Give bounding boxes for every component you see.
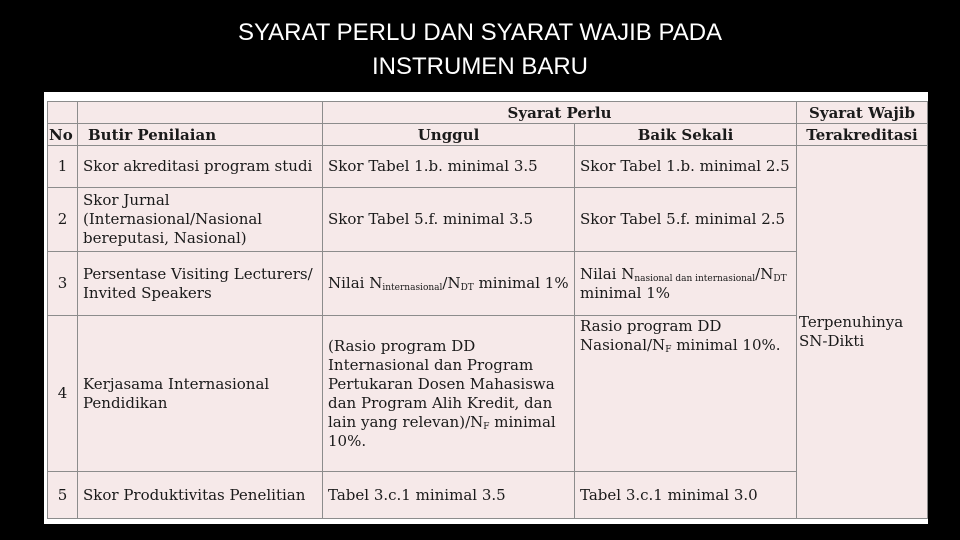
table-row [48, 316, 928, 472]
header-row-1 [48, 102, 928, 124]
slide-title-line-2: INSTRUMEN BARU [371, 53, 588, 80]
table-frame [44, 92, 928, 524]
header-terakreditasi: Terakreditasi [797, 124, 928, 146]
baik-sekali-prefix: Rasio program DD Nasional/N [580, 317, 722, 354]
table-row [48, 472, 928, 519]
syarat-wajib-cell: Terpenuhinya SN-Dikti [797, 146, 928, 519]
header-butir-penilaian: Butir Penilaian [78, 124, 323, 146]
unggul-suffix: minimal 10%. [328, 412, 556, 450]
unggul-cell: Skor Tabel 1.b. minimal 3.5 [323, 146, 575, 188]
baik-sekali-cell [575, 316, 797, 472]
baik-sekali-cell: Skor Tabel 1.b. minimal 2.5 [575, 146, 797, 188]
baik-sekali-subscript: F [665, 345, 672, 355]
baik-sekali-cell [575, 252, 797, 316]
row-number: 3 [48, 252, 78, 316]
header-syarat-perlu: Syarat Perlu [323, 102, 797, 124]
butir-cell: Skor Produktivitas Penelitian [78, 472, 323, 519]
baik-sekali-cell: Skor Tabel 5.f. minimal 2.5 [575, 188, 797, 252]
table-row [48, 146, 928, 188]
unggul-subscript-1: internasional [382, 283, 443, 293]
unggul-cell: Tabel 3.c.1 minimal 3.5 [323, 472, 575, 519]
unggul-prefix: Nilai N [328, 274, 383, 292]
baik-sekali-subscript-2: DT [773, 273, 787, 284]
butir-cell: Skor akreditasi program studi [78, 146, 323, 188]
baik-sekali-suffix: minimal 10%. [671, 336, 781, 354]
header-row-2 [48, 124, 928, 146]
baik-sekali-mid: /N [755, 264, 774, 283]
unggul-cell: Skor Tabel 5.f. minimal 3.5 [323, 188, 575, 252]
header-no: No [48, 124, 78, 146]
unggul-subscript-2: DT [460, 283, 474, 293]
criteria-table [47, 101, 928, 519]
row-number: 1 [48, 146, 78, 188]
butir-cell: Kerjasama Internasional Pendidikan [78, 316, 323, 472]
unggul-suffix: minimal 1% [473, 274, 569, 292]
unggul-cell [323, 316, 575, 472]
slide-title [0, 16, 960, 84]
unggul-prefix: (Rasio program DD Internasional dan Program Pertukaran Dosen Mahasiswa dan Program Alih Kredit, dan lain yang relevan)/N [328, 336, 555, 431]
row-number: 2 [48, 188, 78, 252]
baik-sekali-suffix: minimal 1% [580, 283, 671, 302]
slide-title-line-1: SYARAT PERLU DAN SYARAT WAJIB PADA [237, 19, 723, 46]
baik-sekali-prefix: Nilai N [580, 264, 635, 283]
header-baik-sekali: Baik Sekali [575, 124, 797, 146]
header-unggul: Unggul [323, 124, 575, 146]
table-row [48, 252, 928, 316]
header-empty-butir [78, 102, 323, 124]
unggul-cell [323, 252, 575, 316]
baik-sekali-cell: Tabel 3.c.1 minimal 3.0 [575, 472, 797, 519]
table-row [48, 188, 928, 252]
header-empty-no [48, 102, 78, 124]
unggul-mid: /N [442, 274, 461, 292]
baik-sekali-subscript-1: nasional dan internasional [634, 273, 756, 284]
butir-cell: Persentase Visiting Lecturers/ Invited Speakers [78, 252, 323, 316]
header-syarat-wajib: Syarat Wajib [797, 102, 928, 124]
unggul-subscript: F [483, 421, 490, 432]
row-number: 5 [48, 472, 78, 519]
row-number: 4 [48, 316, 78, 472]
butir-cell: Skor Jurnal (Internasional/Nasional bereputasi, Nasional) [78, 188, 323, 252]
